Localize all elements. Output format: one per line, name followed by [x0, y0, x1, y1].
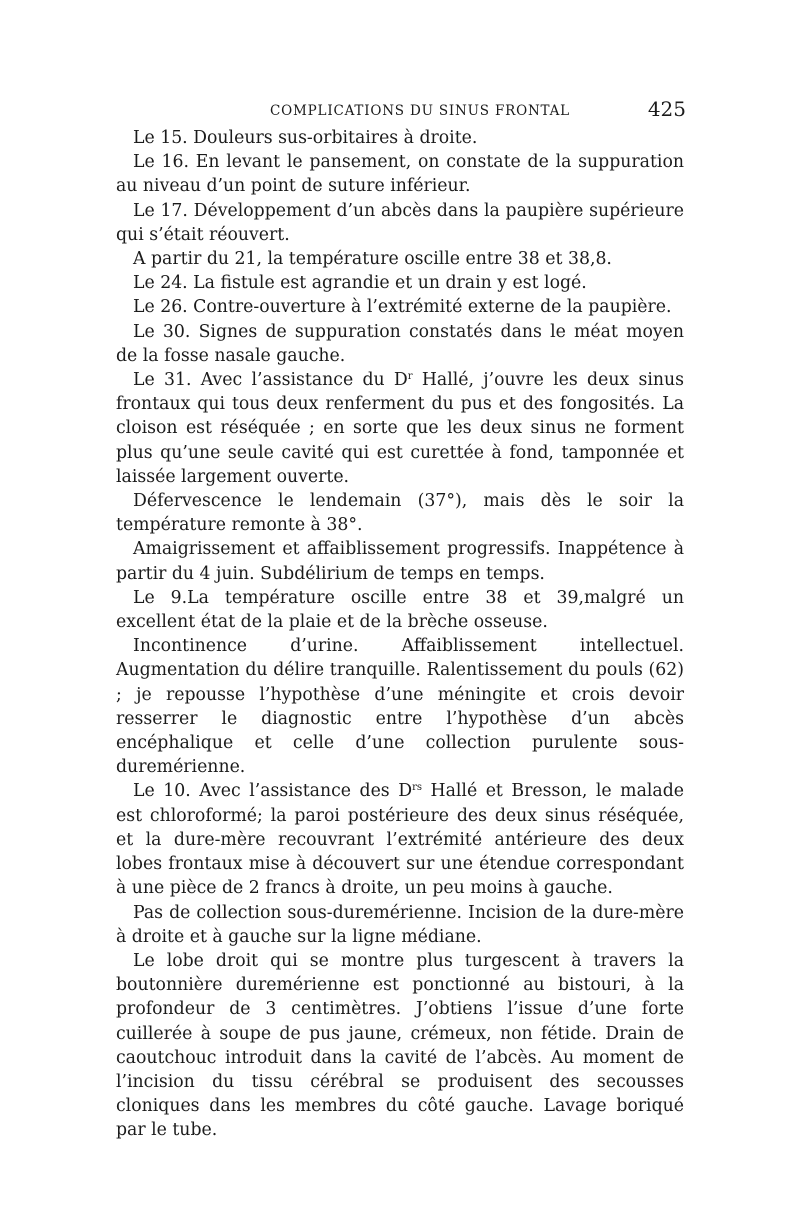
- paragraph-9: Le 9.La température oscille entre 38 et 39,malgré un excellent état de la plaie et de la brèche osseuse.: [116, 587, 684, 633]
- paragraph-10-rest: Hallé et Bresson, le malade est chloroformé; la paroi postérieure des deux sinus réséquée, et la dure-mère recouvrant l’extrémité antérieure des deux lobes frontaux mise à découvert sur une étendue correspondant à une pièce de 2 francs à droite, un peu moins à gauche.: [116, 781, 684, 899]
- paragraph-amaigrissement: Amaigrissement et affaiblissement progressifs. Inappétence à partir du 4 juin. Subdélirium de temps en temps.: [116, 539, 684, 584]
- paragraph-24: Le 24. La fistule est agrandie et un drain y est logé.: [133, 273, 587, 294]
- paragraph-pas-de-collection: Pas de collection sous-duremérienne. Incision de la dure-mère à droite et à gauche sur la ligne médiane.: [116, 902, 684, 947]
- paragraph-10-start: Le 10. Avec l’assistance des D: [133, 781, 413, 802]
- paragraph-26: Le 26. Contre-ouverture à l’extrémité externe de la paupière.: [133, 297, 672, 318]
- page-number: 425: [647, 97, 686, 121]
- running-head: [100, 99, 700, 123]
- paragraph-10-superscript: rs: [412, 782, 422, 794]
- paragraph-15: Le 15. Douleurs sus-orbitaires à droite.: [133, 128, 478, 148]
- paragraph-16: Le 16. En levant le pansement, on constate de la suppuration au niveau d’un point de suture inférieur.: [116, 152, 684, 197]
- body-text: [116, 126, 684, 1143]
- paragraph-31-start: Le 31. Avec l’assistance du D: [133, 370, 408, 391]
- paragraph-31: [116, 368, 684, 489]
- paragraph-31-superscript: r: [407, 371, 413, 383]
- paragraph-31-rest: Hallé, j’ouvre les deux sinus frontaux qui tous deux renferment du pus et des fongosités. La cloison est réséquée ; en sorte que les deux sinus ne forment plus qu’une seule cavité qui est curettée à fond, tamponnée et laissée largement ouverte.: [116, 370, 685, 487]
- paragraph-21: A partir du 21, la température oscille entre 38 et 38,8.: [133, 249, 612, 270]
- running-title: COMPLICATIONS DU SINUS FRONTAL: [270, 103, 570, 119]
- paragraph-lobe-droit: Le lobe droit qui se montre plus turgescent à travers la boutonnière duremérienne est ponctionné au bistouri, à la profondeur de 3 centimètres. J’obtiens l’issue d’une forte cuillerée à soupe de pus jaune, crémeux, non fétide. Drain de caoutchouc introduit dans la cavité de l’abcès. Au moment de l’incision du tissu cérébral se produisent des secousses cloniques dans les membres du côté gauche. Lavage boriqué par le tube.: [116, 950, 684, 1141]
- paragraph-10: [116, 779, 684, 900]
- paragraph-17: Le 17. Développement d’un abcès dans la paupière supérieure qui s’était réouvert.: [116, 200, 684, 245]
- paragraph-incontinence: Incontinence d’urine. Affaiblissement intellectuel. Augmentation du délire tranquille. Ralentissement du pouls (62) ; je repousse l’hypothèse d’une méningite et crois devoir resserrer le diagnostic entre l’hypothèse d’un abcès encéphalique et celle d’une collection purulente sous-duremérienne.: [116, 636, 684, 778]
- paragraph-defervescence: Défervescence le lendemain (37°), mais dès le soir la température remonte à 38°.: [116, 491, 684, 536]
- paragraph-30: Le 30. Signes de suppuration constatés dans le méat moyen de la fosse nasale gauche.: [116, 321, 684, 366]
